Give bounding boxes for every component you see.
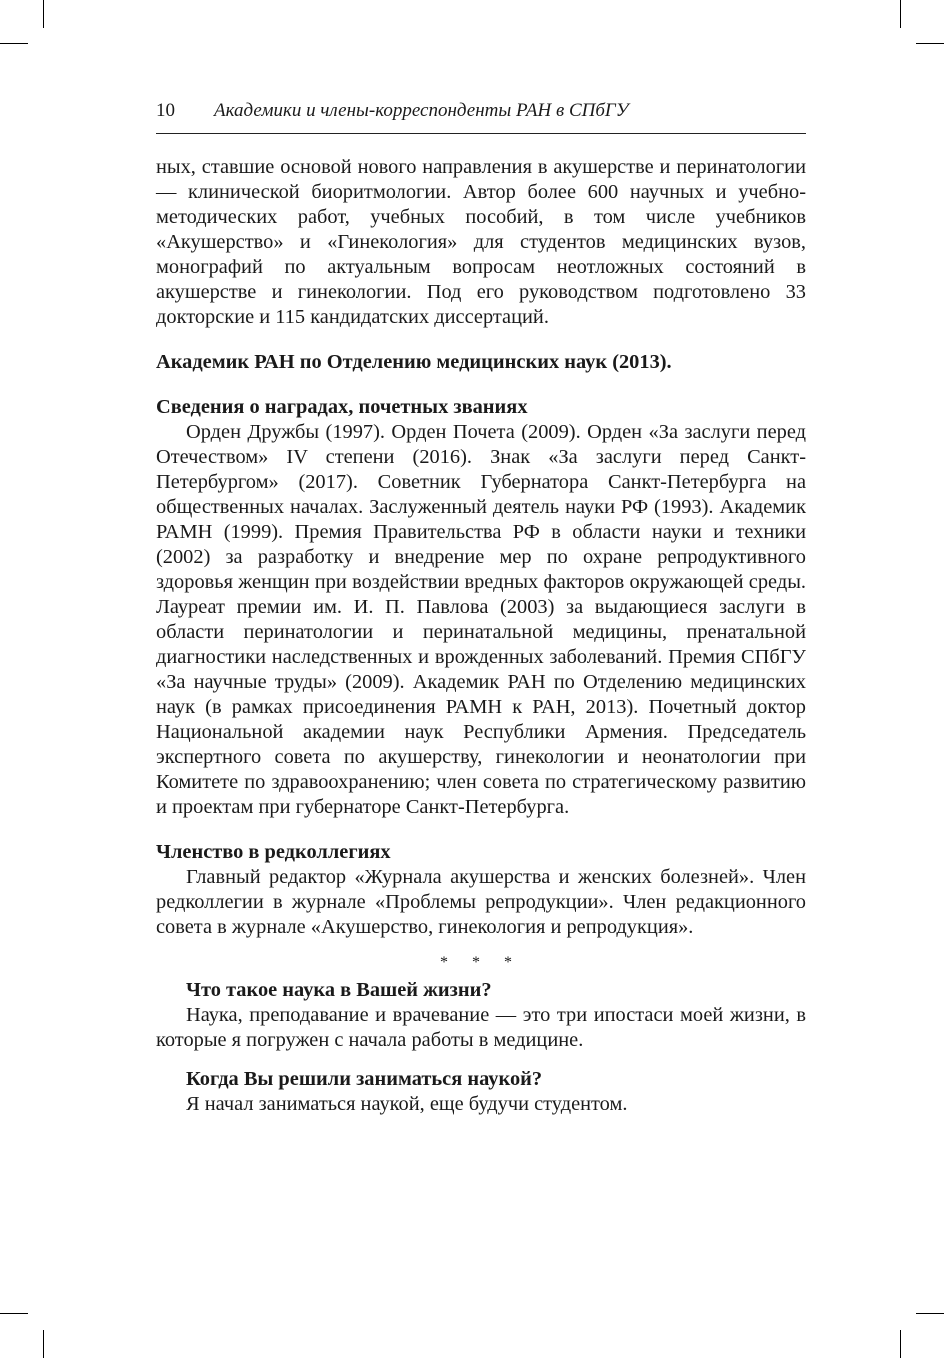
interview-question: Когда Вы решили заниматься наукой? [186, 1068, 543, 1090]
academician-line: Академик РАН по Отделению медицинских наук (2013). [156, 351, 672, 373]
crop-mark-bottom-right-h [916, 1313, 944, 1314]
crop-mark-top-left-h [0, 43, 28, 44]
crop-mark-top-left [43, 0, 44, 28]
crop-mark-bottom-left [43, 1330, 44, 1358]
awards-heading: Сведения о наградах, почетных званиях [156, 396, 528, 418]
intro-paragraph: ных, ставшие основой нового направления в акушерстве и перинатологии — клинической биоритмологии. Автор более 600 научных и учебно-методических работ, учебных пособий, в том числе учебников «Акушерство» и «Гинекология» для студентов медицинских вузов, монографий по актуальным вопросам неотложных состояний в акушерстве и гинекологии. Под его руководством подготовлено 33 докторские и 115 кандидатских диссертаций. [156, 156, 806, 328]
interview-answer: Я начал заниматься наукой, еще будучи студентом. [186, 1093, 628, 1115]
running-title: Академики и члены-корреспонденты РАН в СПбГУ [214, 100, 629, 121]
section-separator: * * * [440, 954, 522, 971]
awards-paragraph: Орден Дружбы (1997). Орден Почета (2009). Орден «За заслуги перед Отечеством» IV степени (2016). Знак «За заслуги перед Санкт-Петербургом» (2017). Советник Губернатора Санкт-Петербурга на общественных началах. Заслуженный деятель науки РФ (1993). Академик РАМН (1999). Премия Правительства РФ в области науки и техники (2002) за разработку и внедрение мер по охране репродуктивного здоровья женщин при воздействии вредных факторов окружающей среды. Лауреат премии им. И. П. Павлова (2003) за выдающиеся заслуги в области перинатологии и перинатальной медицины, пренатальной диагностики наследственных и врожденных заболеваний. Премия СПбГУ «За научные труды» (2009). Академик РАН по Отделению медицинских наук (в рамках присоединения РАМН к РАН, 2013). Почетный доктор Национальной академии наук Республики Армения. Председатель экспертного совета по акушерству, гинекологии и неонатологии при Комитете по здравоохранению; член совета по стратегическому развитию и проектам при губернаторе Санкт-Петербурга. [156, 421, 806, 818]
crop-mark-top-right [900, 0, 901, 28]
interview-question: Что такое наука в Вашей жизни? [186, 979, 492, 1001]
crop-mark-bottom-left-h [0, 1313, 28, 1314]
interview-answer: Наука, преподавание и врачевание — это три ипостаси моей жизни, в которые я погружен с начала работы в медицине. [156, 1004, 806, 1051]
editorial-paragraph: Главный редактор «Журнала акушерства и женских болезней». Член редколлегии в журнале «Проблемы репродукции». Член редакционного совета в журнале «Акушерство, гинекология и репродукция». [156, 866, 806, 938]
crop-mark-top-right-h [916, 43, 944, 44]
editorial-heading: Членство в редколлегиях [156, 841, 391, 863]
body-text [156, 155, 806, 1117]
crop-mark-bottom-right [900, 1330, 901, 1358]
book-page [156, 100, 806, 1117]
page-number: 10 [156, 100, 175, 121]
running-header [156, 100, 806, 134]
